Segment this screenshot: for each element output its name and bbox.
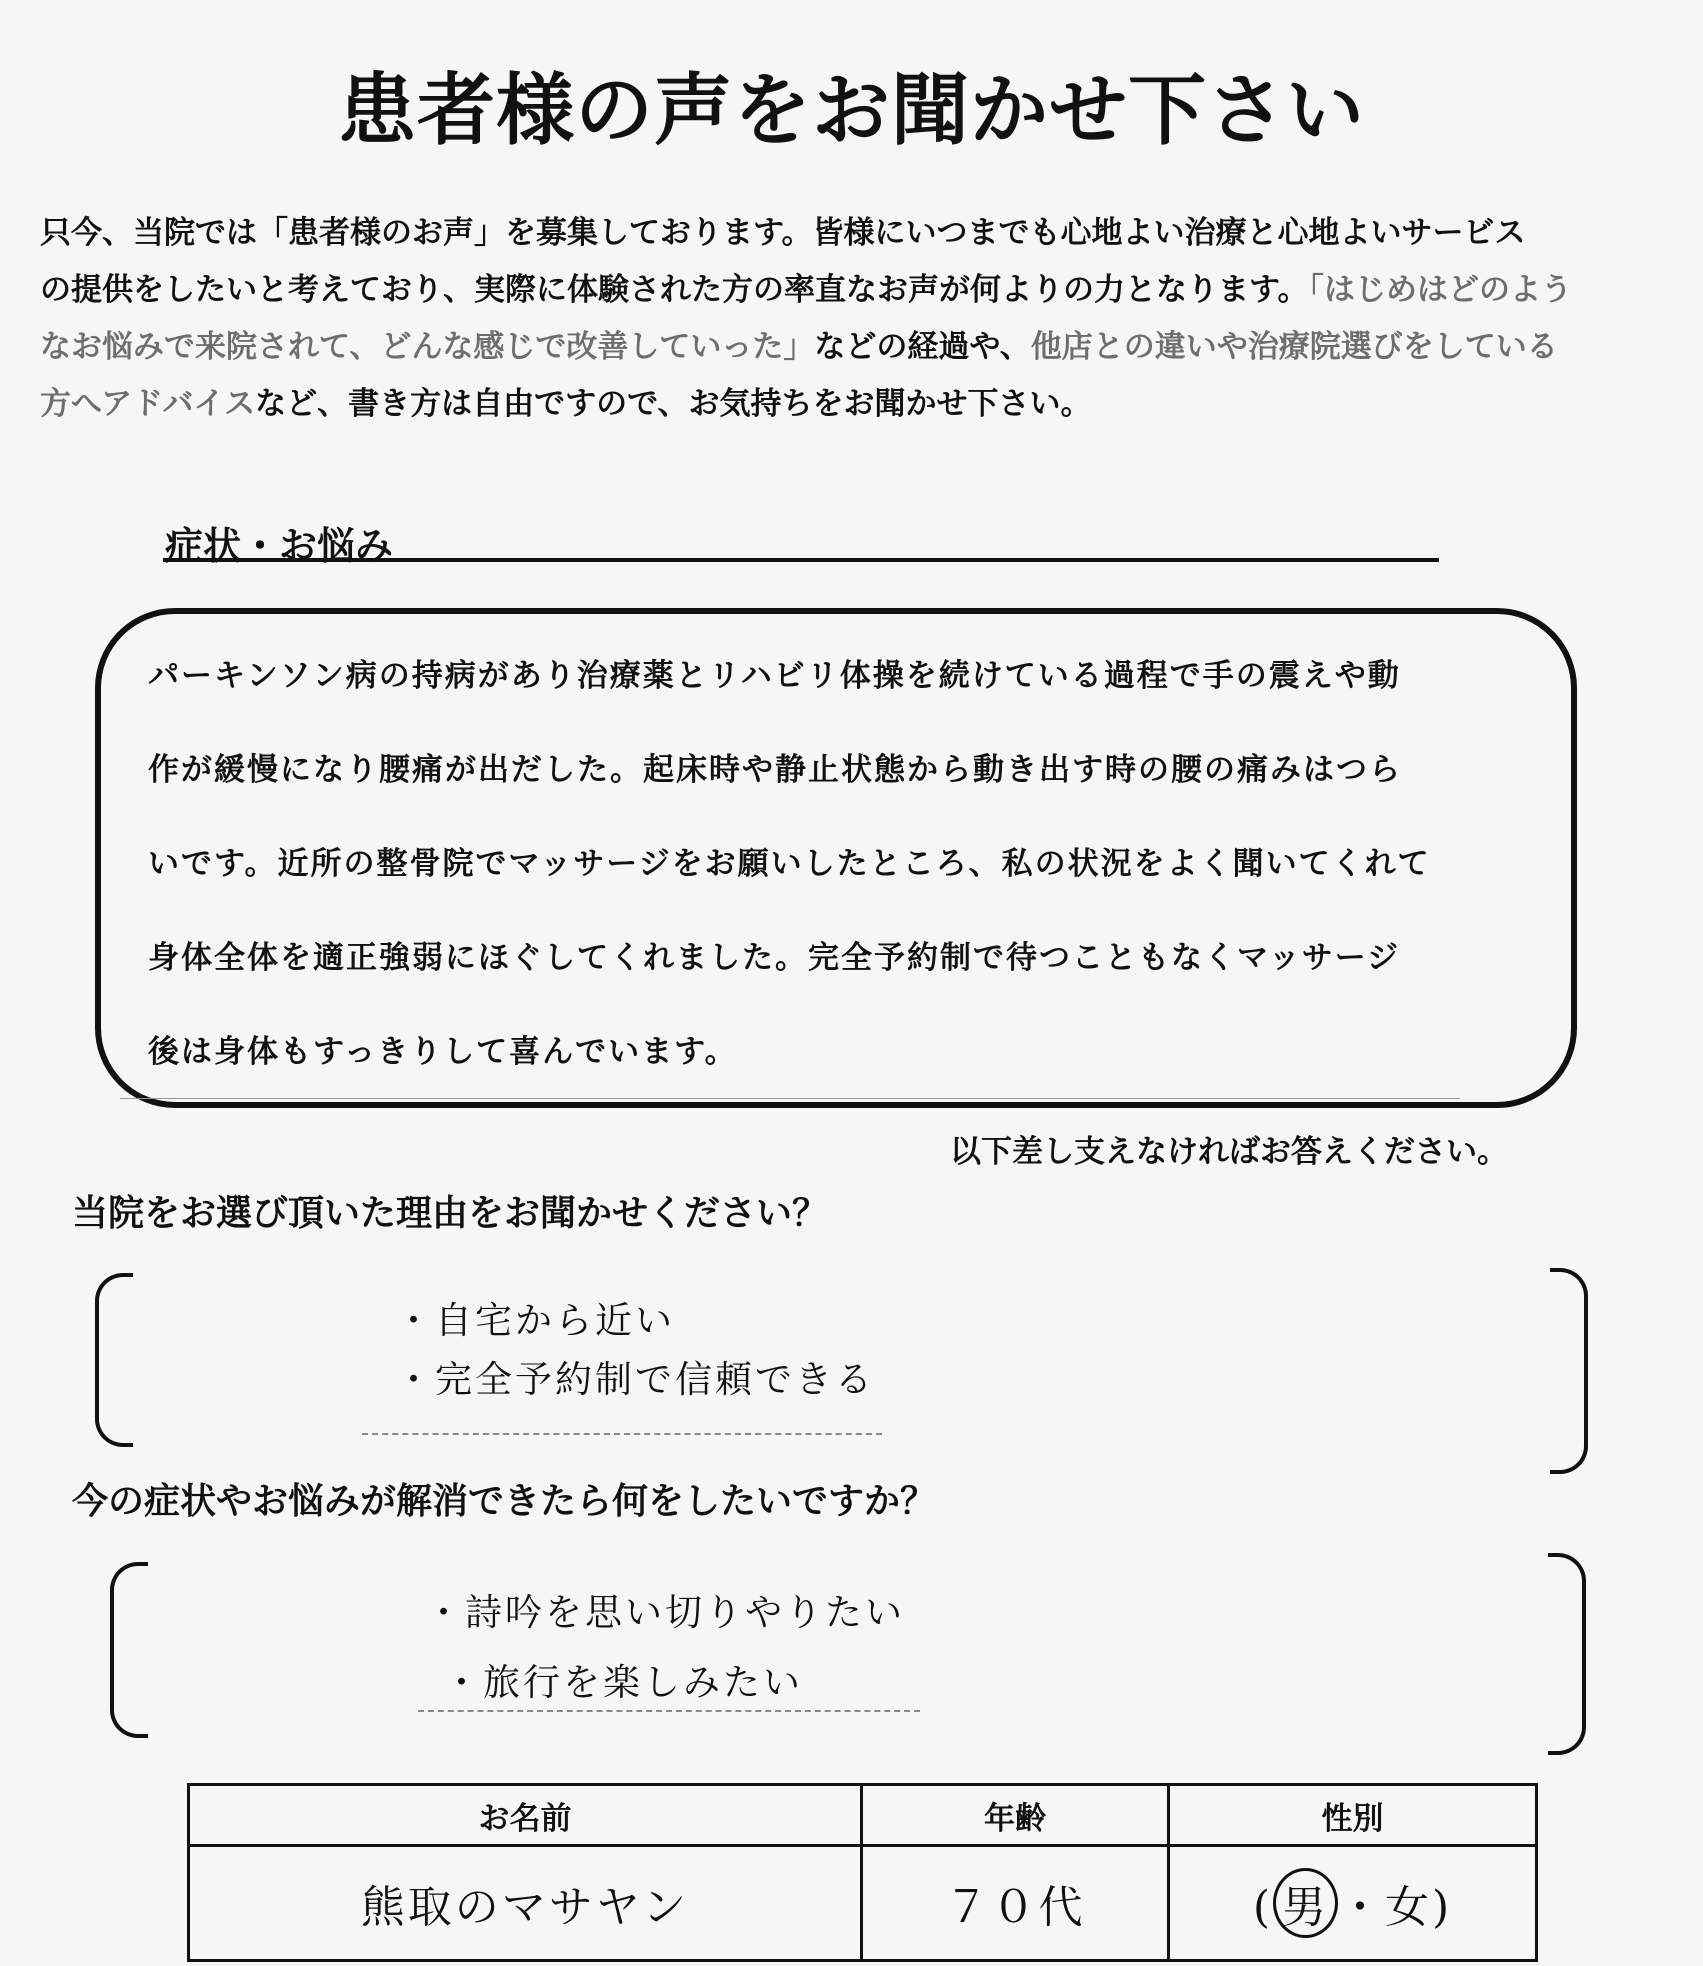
question-1-right-bracket [1550,1268,1588,1474]
symptoms-text [148,650,1458,1120]
question-1-left-bracket [95,1273,133,1447]
question-2-label: 今の症状やお悩みが解消できたら何をしたいですか？ [72,1481,937,1522]
gender-male-circled: 男 [1273,1868,1338,1938]
question-1-answer: ・自宅から近い [395,1299,675,1342]
question-2-answer: ・旅行を楽しみたい [443,1661,803,1704]
intro-line-2: の提供をしたいと考えており、実際に体験された方の率直なお声が何よりの力となります。「はじめはどのよう [40,272,1573,308]
page-title: 患者様の声をお聞かせ下さい [337,66,1365,156]
symptoms-line: 作が緩慢になり腰痛が出だした。起床時や静止状態から動き出す時の腰の痛みはつら [148,752,1402,788]
gender-value: ( 男 ・女) [1169,1846,1537,1961]
age-header: 年齢 [862,1785,1169,1846]
optional-note: 以下差し支えなければお答えください。 [950,1134,1508,1170]
intro-line-4: 方へアドバイスなど、書き方は自由ですので、お気持ちをお聞かせ下さい。 [40,386,1092,422]
question-1-answer: ・完全予約制で信頼できる [395,1358,875,1401]
respondent-info-table [187,1783,1538,1962]
symptoms-line: いです。近所の整骨院でマッサージをお願いしたところ、私の状況をよく聞いてくれて [148,846,1431,882]
gender-female: 女 [1385,1882,1432,1933]
intro-line-3: なお悩みで来院されて、どんな感じで改善していった」などの経過や、他店との違いや治療院選びをしている [40,329,1558,365]
symptoms-line: パーキンソン病の持病があり治療薬とリハビリ体操を続けている過程で手の震えや動 [148,658,1401,694]
info-value-row [189,1846,1537,1961]
info-header-row [189,1785,1537,1846]
gender-header: 性別 [1169,1785,1537,1846]
name-value: 熊取のマサヤン [189,1846,862,1961]
answer-underline [362,1433,882,1435]
symptoms-heading: 症状・お悩み [165,524,394,568]
symptoms-heading-underline [163,558,1439,562]
question-2-answer: ・詩吟を思い切りやりたい [425,1591,905,1634]
answer-underline [418,1710,920,1712]
question-1-label: 当院をお選び頂いた理由をお聞かせください？ [72,1193,829,1234]
intro-line-1: 只今、当院では「患者様のお声」を募集しております。皆様にいつまでも心地よい治療と心地よいサービス [40,215,1526,251]
symptoms-line: 身体全体を適正強弱にほぐしてくれました。完全予約制で待つこともなくマッサージ [148,940,1401,976]
symptoms-bottom-rule [120,1098,1460,1099]
question-2-left-bracket [110,1562,148,1738]
symptoms-line: 後は身体もすっきりして喜んでいます。 [148,1034,738,1070]
name-header: お名前 [189,1785,862,1846]
intro-paragraph [40,205,1670,433]
age-value: ７０代 [862,1846,1169,1961]
question-2-right-bracket [1548,1553,1586,1755]
